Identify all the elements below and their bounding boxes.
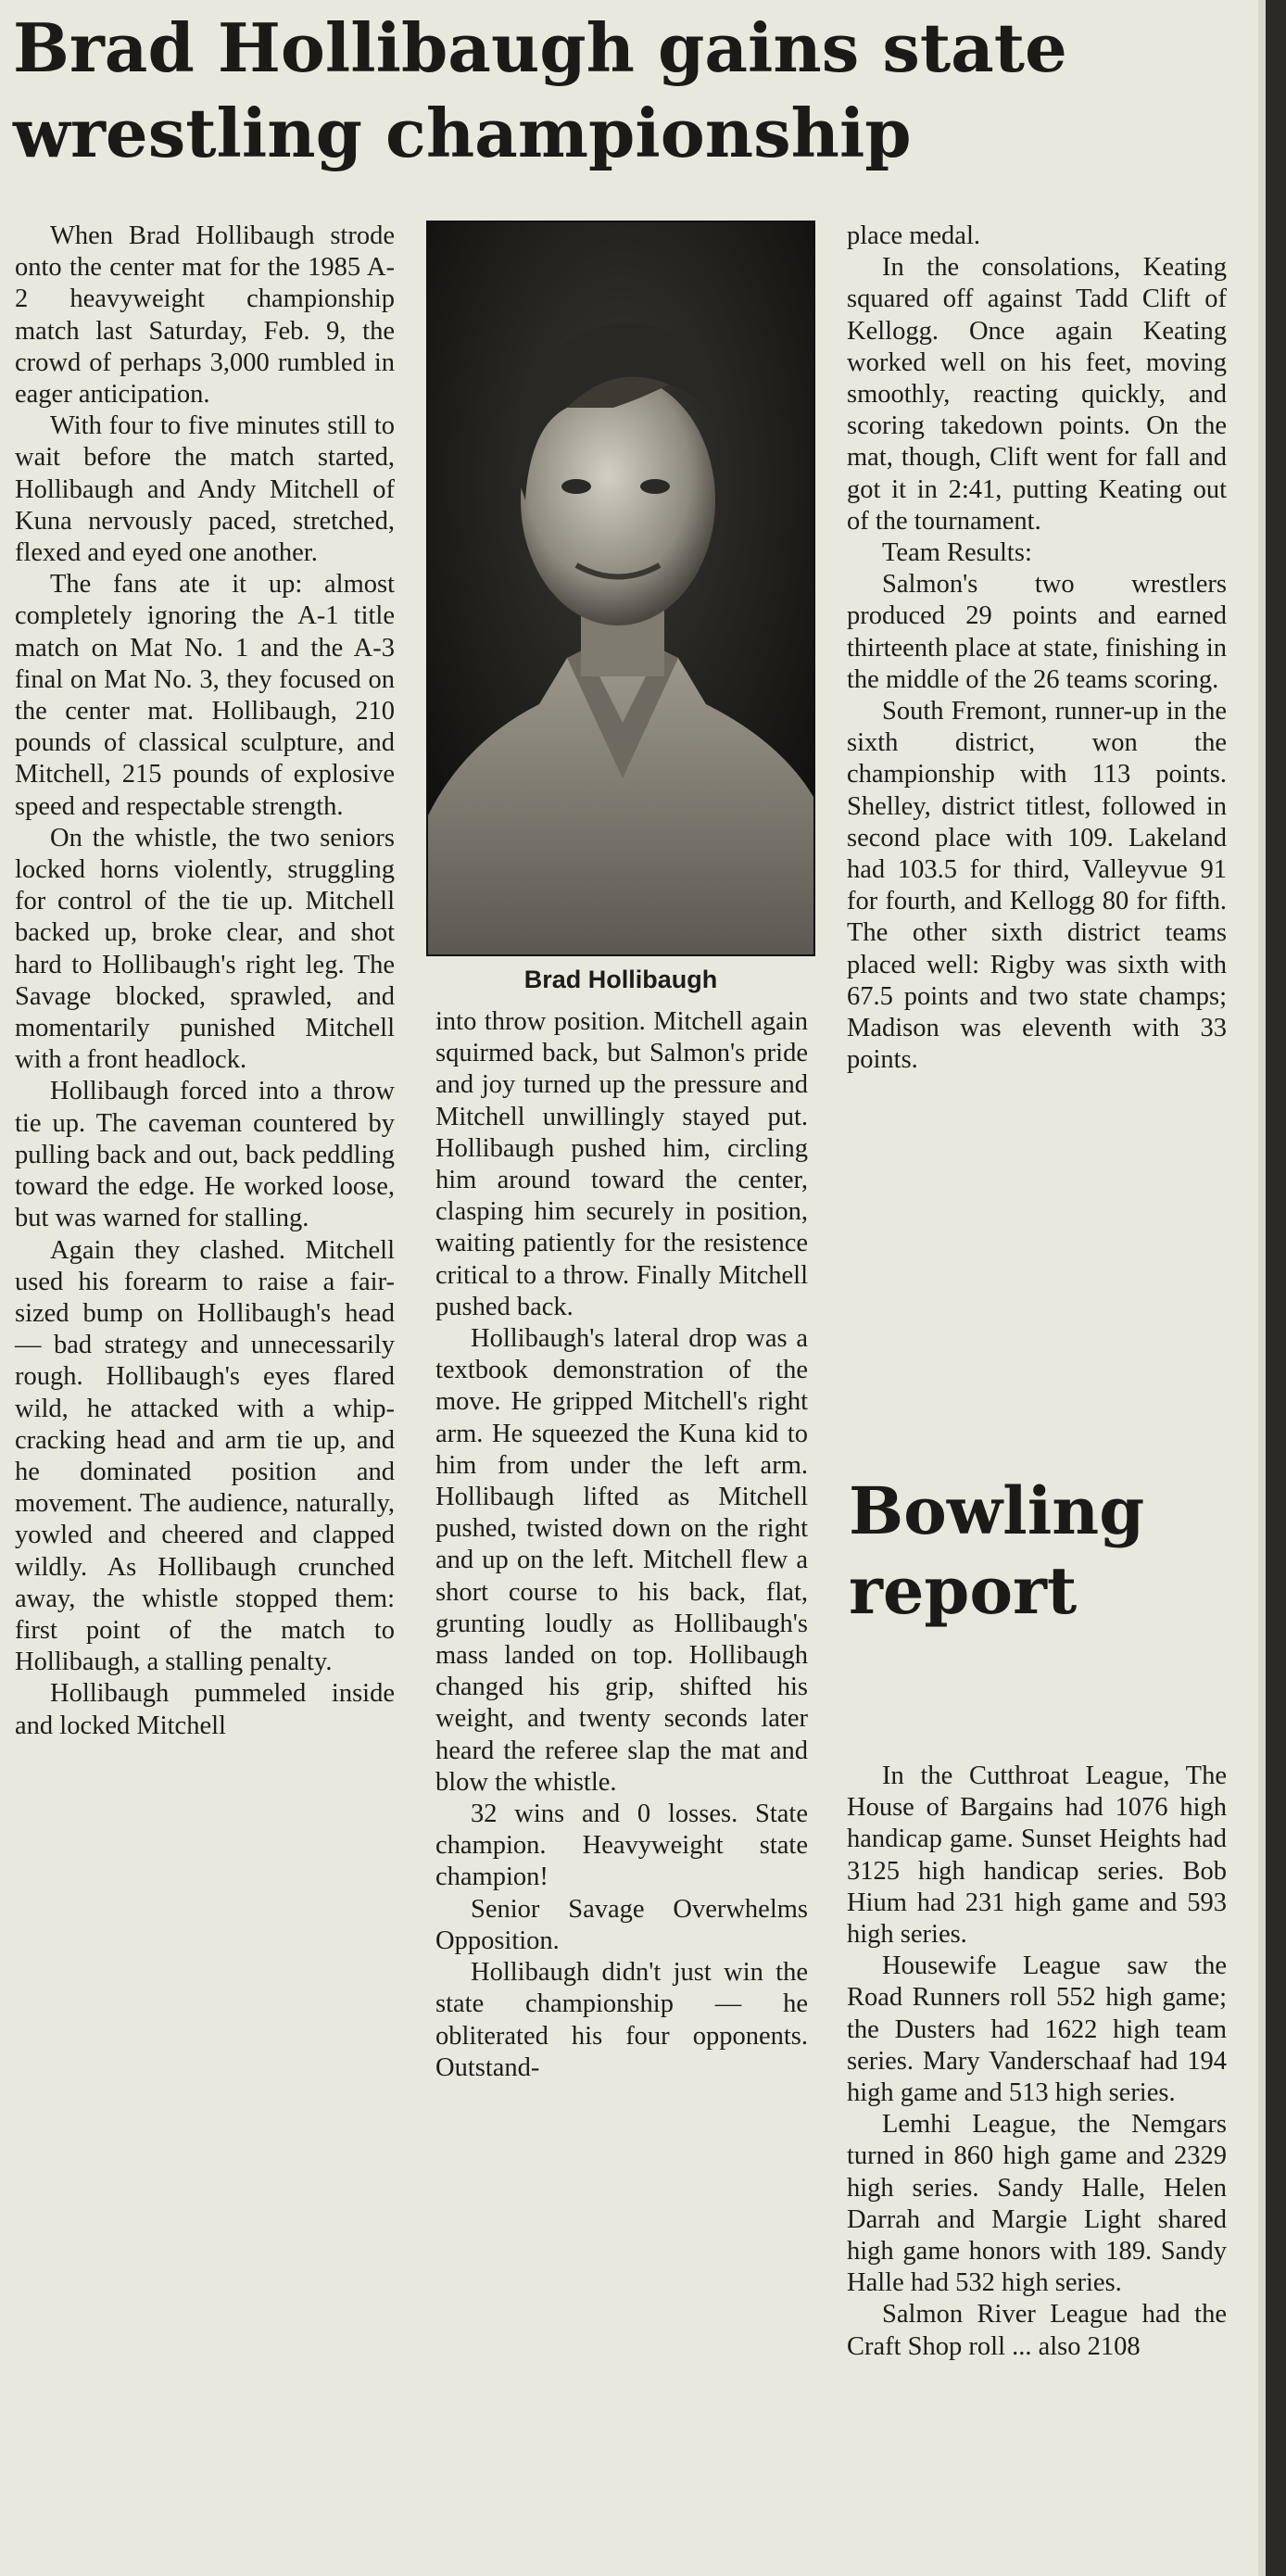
- article-paragraph: into throw position. Mitchell again squirmed back, but Salmon's pride and joy turned up the pressure and Mitchell unwillingly stayed put. Hollibaugh pushed him, circling him around toward the center, clasping him securely in position, waiting patiently for the resistence critical to a throw. Finally Mitchell pushed back.: [435, 1007, 808, 1321]
- wrestler-portrait-photo: [426, 221, 815, 956]
- portrait-illustration: [428, 222, 813, 954]
- bowling-headline: Bowling report: [849, 1472, 1145, 1629]
- bowling-paragraph: In the Cutthroat League, The House of Bargains had 1076 high handicap game. Sunset Heights had 3125 high handicap series. Bob Hium had 231 high game and 593 high series.: [847, 1762, 1227, 1950]
- article-paragraph: On the whistle, the two seniors locked horns violently, struggling for control of the tie up. Mitchell backed up, broke clear, and shot hard to Hollibaugh's right leg. The Savage blocked, sprawled, and momentarily punished Mitchell with a front headlock.: [15, 823, 395, 1075]
- article-paragraph: Hollibaugh forced into a throw tie up. The caveman countered by pulling back and out, back peddling toward the edge. He worked loose, but was warned for stalling.: [15, 1077, 395, 1233]
- article-paragraph: Hollibaugh didn't just win the state championship — he obliterated his four opponents. Outstand-: [435, 1958, 808, 2082]
- article-paragraph: Salmon's two wrestlers produced 29 points and earned thirteenth place at state, finishing in the middle of the 26 teams scoring.: [847, 570, 1227, 694]
- bowling-column: [847, 1761, 1227, 2363]
- article-paragraph: Again they clashed. Mitchell used his forearm to raise a fair-sized bump on Hollibaugh's head — bad strategy and unnecessarily rough. Hollibaugh's eyes flared wild, he attacked with a whip-cracking head and arm tie up, and he dominated position and movement. The audience, naturally, yowled and cheered and clapped wildly. As Hollibaugh crunched away, the whistle stopped them: first point of the match to Hollibaugh, a stalling penalty.: [15, 1235, 395, 1677]
- article-paragraph: With four to five minutes still to wait before the match started, Hollibaugh and Andy Mitchell of Kuna nervously paced, stretched, flexed and eyed one another.: [15, 411, 395, 568]
- article-column-2: [435, 1006, 808, 2084]
- article-paragraph: Hollibaugh's lateral drop was a textbook demonstration of the move. He gripped Mitchell's right arm. He squeezed the Kuna kid to him from under the left arm. Hollibaugh lifted as Mitchell pushed, twisted down on the right and up on the left. Mitchell flew a short course to his back, flat, grunting loudly as Hollibaugh's mass landed on top. Hollibaugh changed his grip, shifted his weight, and twenty seconds later heard the referee slap the mat and blow the whistle.: [435, 1324, 808, 1797]
- article-subheading: Team Results:: [882, 538, 1032, 568]
- article-paragraph: The fans ate it up: almost completely ignoring the A-1 title match on Mat No. 1 and the A-3 final on Mat No. 3, they focused on the center mat. Hollibaugh, 210 pounds of classical sculpture, and Mitchell, 215 pounds of explosive speed and respectable strength.: [15, 570, 395, 821]
- article-headline: Brad Hollibaugh gains state wrestling championship: [13, 8, 1067, 172]
- article-paragraph: When Brad Hollibaugh strode onto the center mat for the 1985 A-2 heavyweight championship match last Saturday, Feb. 9, the crowd of perhaps 3,000 rumbled in eager anticipation.: [15, 221, 395, 410]
- article-paragraph: In the consolations, Keating squared off against Tadd Clift of Kellogg. Once again Keating worked well on his feet, moving smoothly, reacting quickly, and scoring takedown points. On the mat, though, Clift went for fall and got it in 2:41, putting Keating out of the tournament.: [847, 253, 1227, 536]
- bowling-paragraph: Salmon River League had the Craft Shop roll ... also 2108: [847, 2300, 1227, 2361]
- bowling-paragraph: Lemhi League, the Nemgars turned in 860 high game and 2329 high series. Sandy Halle, Helen Darrah and Margie Light shared high game honors with 189. Sandy Halle had 532 high series.: [847, 2110, 1227, 2298]
- article-column-1: [15, 221, 395, 1742]
- page-edge-shadow: [1258, 0, 1266, 2576]
- article-paragraph: place medal.: [847, 221, 981, 250]
- article-subheading: Senior Savage Overwhelms Opposition.: [435, 1894, 808, 1955]
- article-column-3: [847, 221, 1227, 1076]
- photo-caption: Brad Hollibaugh: [523, 966, 718, 993]
- bowling-paragraph: Housewife League saw the Road Runners roll 552 high game; the Dusters had 1622 high team series. Mary Vanderschaaf had 194 high game and 513 high series.: [847, 1951, 1227, 2108]
- page-edge-border: [1266, 0, 1286, 2576]
- article-paragraph: South Fremont, runner-up in the sixth district, won the championship with 113 points. Shelley, district titlest, followed in second place with 109. Lakeland had 103.5 for third, Valleyvue 91 for fourth, and Kellogg 80 for fifth. The other sixth district teams placed well: Rigby was sixth with 67.5 points and two state champs; Madison was eleventh with 33 points.: [847, 697, 1227, 1075]
- article-paragraph: Hollibaugh pummeled inside and locked Mitchell: [15, 1679, 395, 1740]
- article-paragraph: 32 wins and 0 losses. State champion. Heavyweight state champion!: [435, 1799, 808, 1892]
